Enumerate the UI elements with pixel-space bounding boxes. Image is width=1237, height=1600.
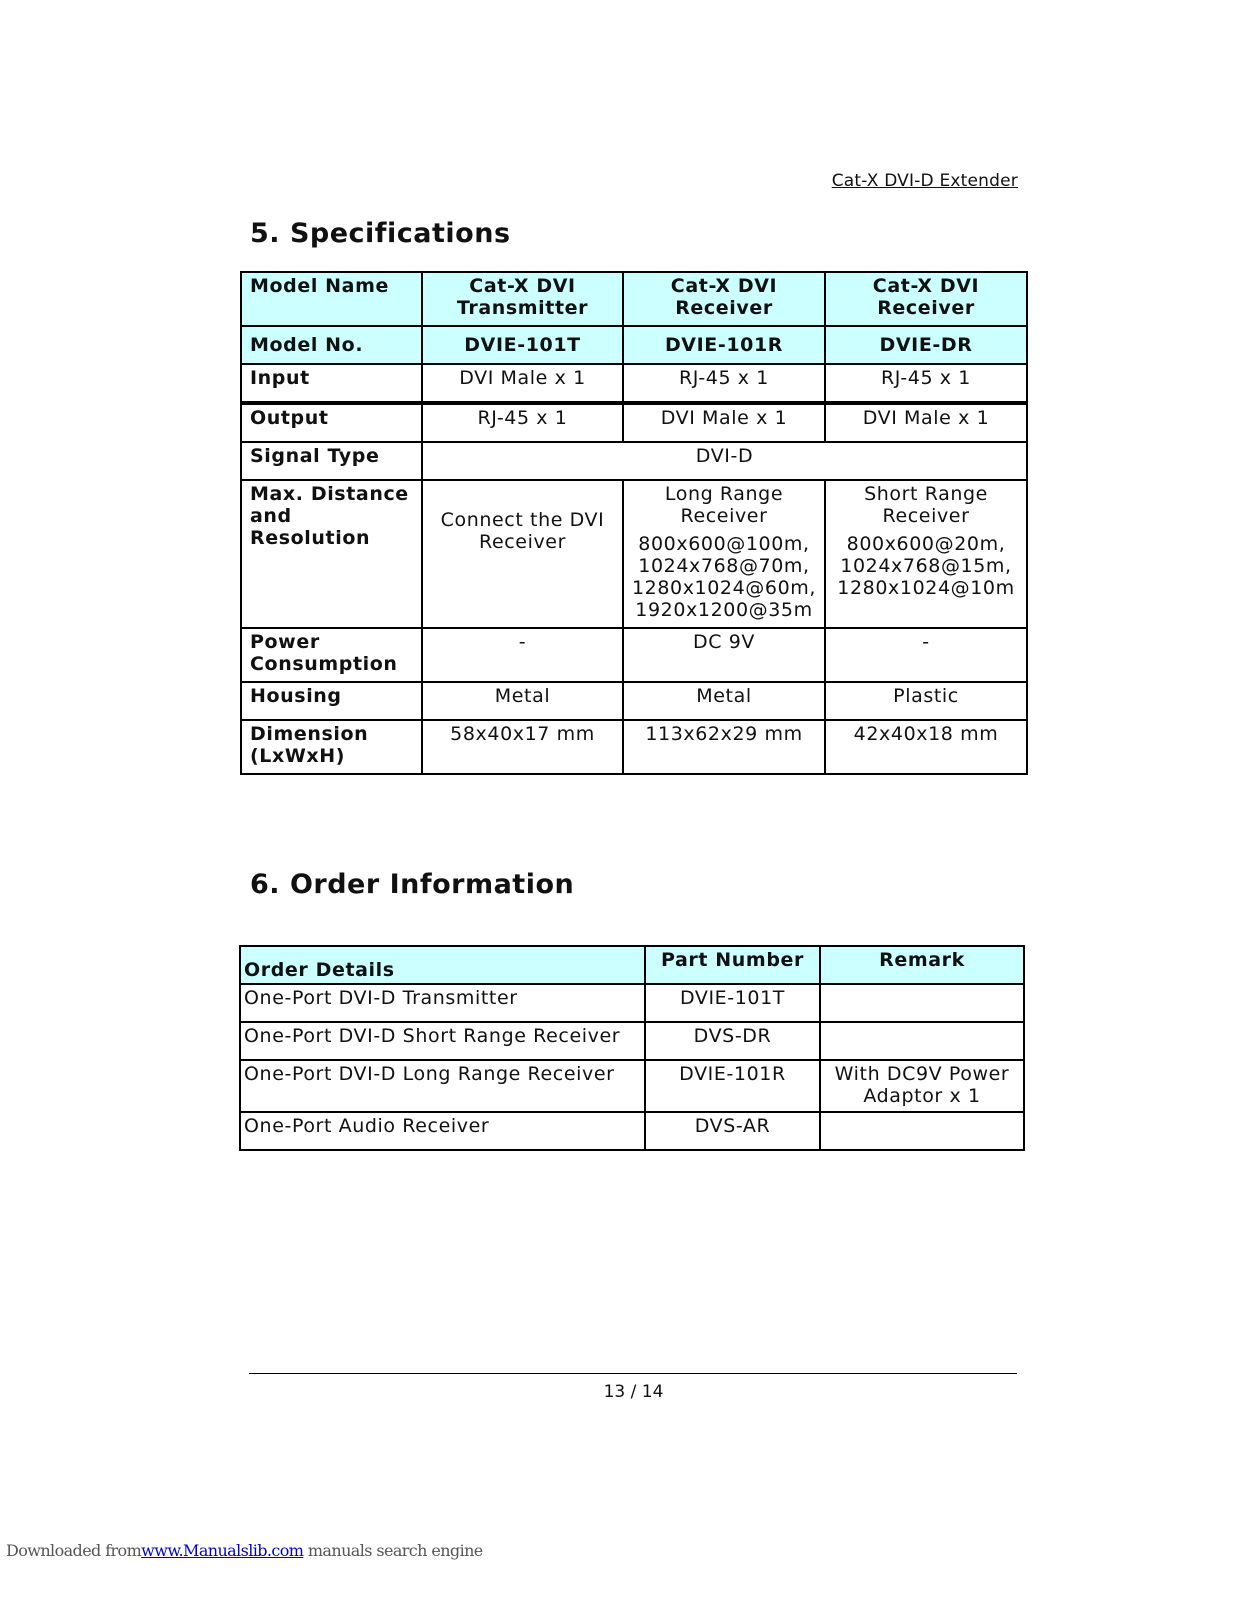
order-remark-cell: With DC9V Power Adaptor x 1 (820, 1060, 1024, 1112)
download-prefix: Downloaded from (6, 1541, 142, 1560)
spec-label-model-name: Model Name (241, 272, 422, 326)
download-notice (6, 1541, 483, 1560)
table-row (240, 984, 1024, 1022)
order-remark-cell (820, 1112, 1024, 1150)
spec-label-output: Output (241, 403, 422, 442)
spec-housing-receiver: Metal (623, 682, 825, 720)
spec-max-distance-short-range: Short Range Receiver 800x600@20m, 1024x768@15m, 1280x1024@10m (825, 480, 1027, 628)
spec-input-receiver-dr: RJ-45 x 1 (825, 364, 1027, 403)
spec-output-transmitter: RJ-45 x 1 (422, 403, 623, 442)
order-details-cell: One-Port DVI-D Long Range Receiver (240, 1060, 645, 1112)
spec-input-receiver: RJ-45 x 1 (623, 364, 825, 403)
order-details-cell: One-Port Audio Receiver (240, 1112, 645, 1150)
spec-model-name-receiver-dr: Cat-X DVI Receiver (825, 272, 1027, 326)
download-suffix: manuals search engine (303, 1541, 483, 1560)
spec-power-receiver: DC 9V (623, 628, 825, 682)
spec-dimension-transmitter: 58x40x17 mm (422, 720, 623, 774)
spec-output-receiver-dr: DVI Male x 1 (825, 403, 1027, 442)
spec-row-input (241, 364, 1027, 403)
spec-row-max-distance (241, 480, 1027, 628)
spec-signal-type-value: DVI-D (422, 442, 1027, 480)
spec-model-name-receiver: Cat-X DVI Receiver (623, 272, 825, 326)
spec-row-model-name (241, 272, 1027, 326)
order-information-table (239, 945, 1025, 1151)
spec-max-distance-transmitter: Connect the DVI Receiver (422, 480, 623, 628)
spec-label-max-distance: Max. Distance and Resolution (241, 480, 422, 628)
spec-label-input: Input (241, 364, 422, 403)
spec-row-housing (241, 682, 1027, 720)
order-header-row (240, 946, 1024, 984)
spec-housing-transmitter: Metal (422, 682, 623, 720)
manualslib-link[interactable]: www.Manualslib.com (141, 1541, 304, 1560)
footer-divider (249, 1373, 1017, 1374)
document-header-title: Cat-X DVI-D Extender (831, 171, 1018, 191)
spec-power-receiver-dr: - (825, 628, 1027, 682)
spec-input-transmitter: DVI Male x 1 (422, 364, 623, 403)
spec-row-model-no (241, 326, 1027, 364)
page-number: 13 / 14 (603, 1382, 664, 1402)
spec-dimension-receiver-dr: 42x40x18 mm (825, 720, 1027, 774)
order-part-cell: DVS-DR (645, 1022, 820, 1060)
order-col-part-number: Part Number (645, 946, 820, 984)
spec-label-signal-type: Signal Type (241, 442, 422, 480)
order-part-cell: DVIE-101R (645, 1060, 820, 1112)
spec-row-dimension (241, 720, 1027, 774)
order-part-cell: DVS-AR (645, 1112, 820, 1150)
spec-row-output (241, 403, 1027, 442)
spec-model-no-transmitter: DVIE-101T (422, 326, 623, 364)
table-row (240, 1112, 1024, 1150)
spec-housing-receiver-dr: Plastic (825, 682, 1027, 720)
order-details-cell: One-Port DVI-D Short Range Receiver (240, 1022, 645, 1060)
order-remark-cell (820, 984, 1024, 1022)
specifications-table (240, 271, 1028, 775)
spec-label-model-no: Model No. (241, 326, 422, 364)
spec-model-name-transmitter: Cat-X DVI Transmitter (422, 272, 623, 326)
spec-max-distance-long-range: Long Range Receiver 800x600@100m, 1024x768@70m, 1280x1024@60m, 1920x1200@35m (623, 480, 825, 628)
spec-output-receiver: DVI Male x 1 (623, 403, 825, 442)
table-row (240, 1060, 1024, 1112)
spec-model-no-receiver: DVIE-101R (623, 326, 825, 364)
spec-power-transmitter: - (422, 628, 623, 682)
spec-row-signal-type (241, 442, 1027, 480)
order-details-cell: One-Port DVI-D Transmitter (240, 984, 645, 1022)
spec-label-dimension: Dimension (LxWxH) (241, 720, 422, 774)
order-remark-cell (820, 1022, 1024, 1060)
order-col-details: Order Details (240, 946, 645, 984)
spec-row-power (241, 628, 1027, 682)
order-information-heading: 6. Order Information (250, 869, 575, 900)
order-part-cell: DVIE-101T (645, 984, 820, 1022)
order-col-remark: Remark (820, 946, 1024, 984)
table-row (240, 1022, 1024, 1060)
spec-label-housing: Housing (241, 682, 422, 720)
specifications-heading: 5. Specifications (250, 218, 511, 249)
spec-dimension-receiver: 113x62x29 mm (623, 720, 825, 774)
spec-model-no-receiver-dr: DVIE-DR (825, 326, 1027, 364)
spec-label-power: Power Consumption (241, 628, 422, 682)
